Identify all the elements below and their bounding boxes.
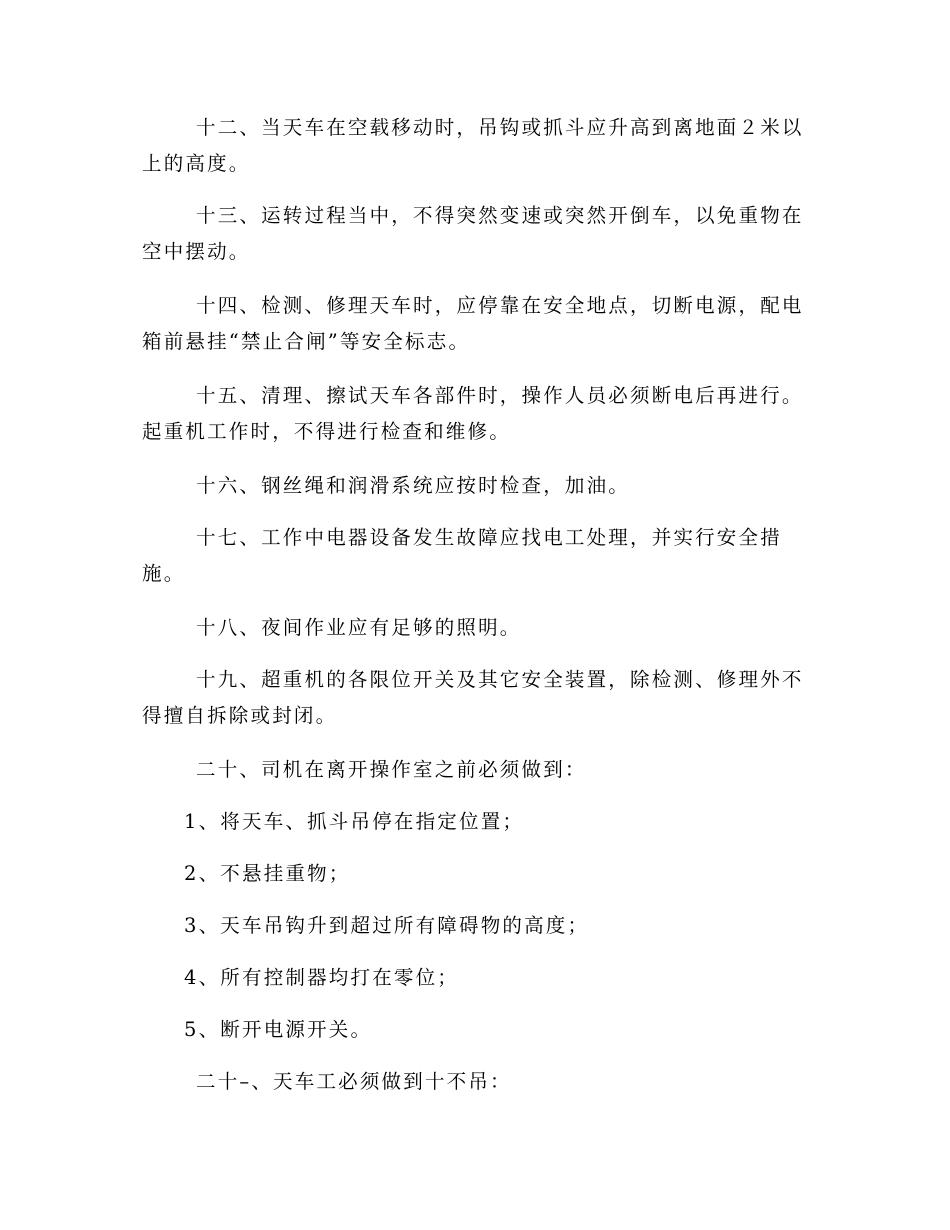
paragraph-13: 十三、运转过程当中，不得突然变速或突然开倒车，以免重物在空中摆动。 <box>142 204 804 263</box>
paragraph-15: 十五、清理、擦试天车各部件时，操作人员必须断电后再进行。起重机工作时，不得进行检查和维修。 <box>142 384 804 443</box>
paragraph-21-heading: 二十–、天车工必须做到十不吊： <box>196 1070 512 1093</box>
paragraph-19: 十九、超重机的各限位开关及其它安全装置，除检测、修理外不得擅自拆除或封闭。 <box>142 668 804 727</box>
paragraph-12: 十二、当天车在空载移动时，吊钩或抓斗应升高到离地面２米以上的高度。 <box>142 116 804 175</box>
list-item: 3、天车吊钩升到超过所有障碍物的高度； <box>184 914 590 937</box>
paragraph-20: 二十、司机在离开操作室之前必须做到： <box>196 758 587 781</box>
paragraph-17: 十七、工作中电器设备发生故障应找电工处理，并实行安全措施。 <box>142 526 782 585</box>
list-item: 1、将天车、抓斗吊停在指定位置； <box>184 810 525 833</box>
list-item: 2、不悬挂重物； <box>184 862 351 885</box>
list-item: 5、断开电源开关。 <box>184 1018 373 1041</box>
list-item: 4、所有控制器均打在零位； <box>184 966 460 989</box>
paragraph-18: 十八、夜间作业应有足够的照明。 <box>196 616 522 639</box>
paragraph-14: 十四、检测、修理天车时，应停靠在安全地点，切断电源，配电箱前悬挂“禁止合闸”等安全标志。 <box>142 294 804 353</box>
paragraph-16: 十六、钢丝绳和润滑系统应按时检查，加油。 <box>196 474 631 497</box>
